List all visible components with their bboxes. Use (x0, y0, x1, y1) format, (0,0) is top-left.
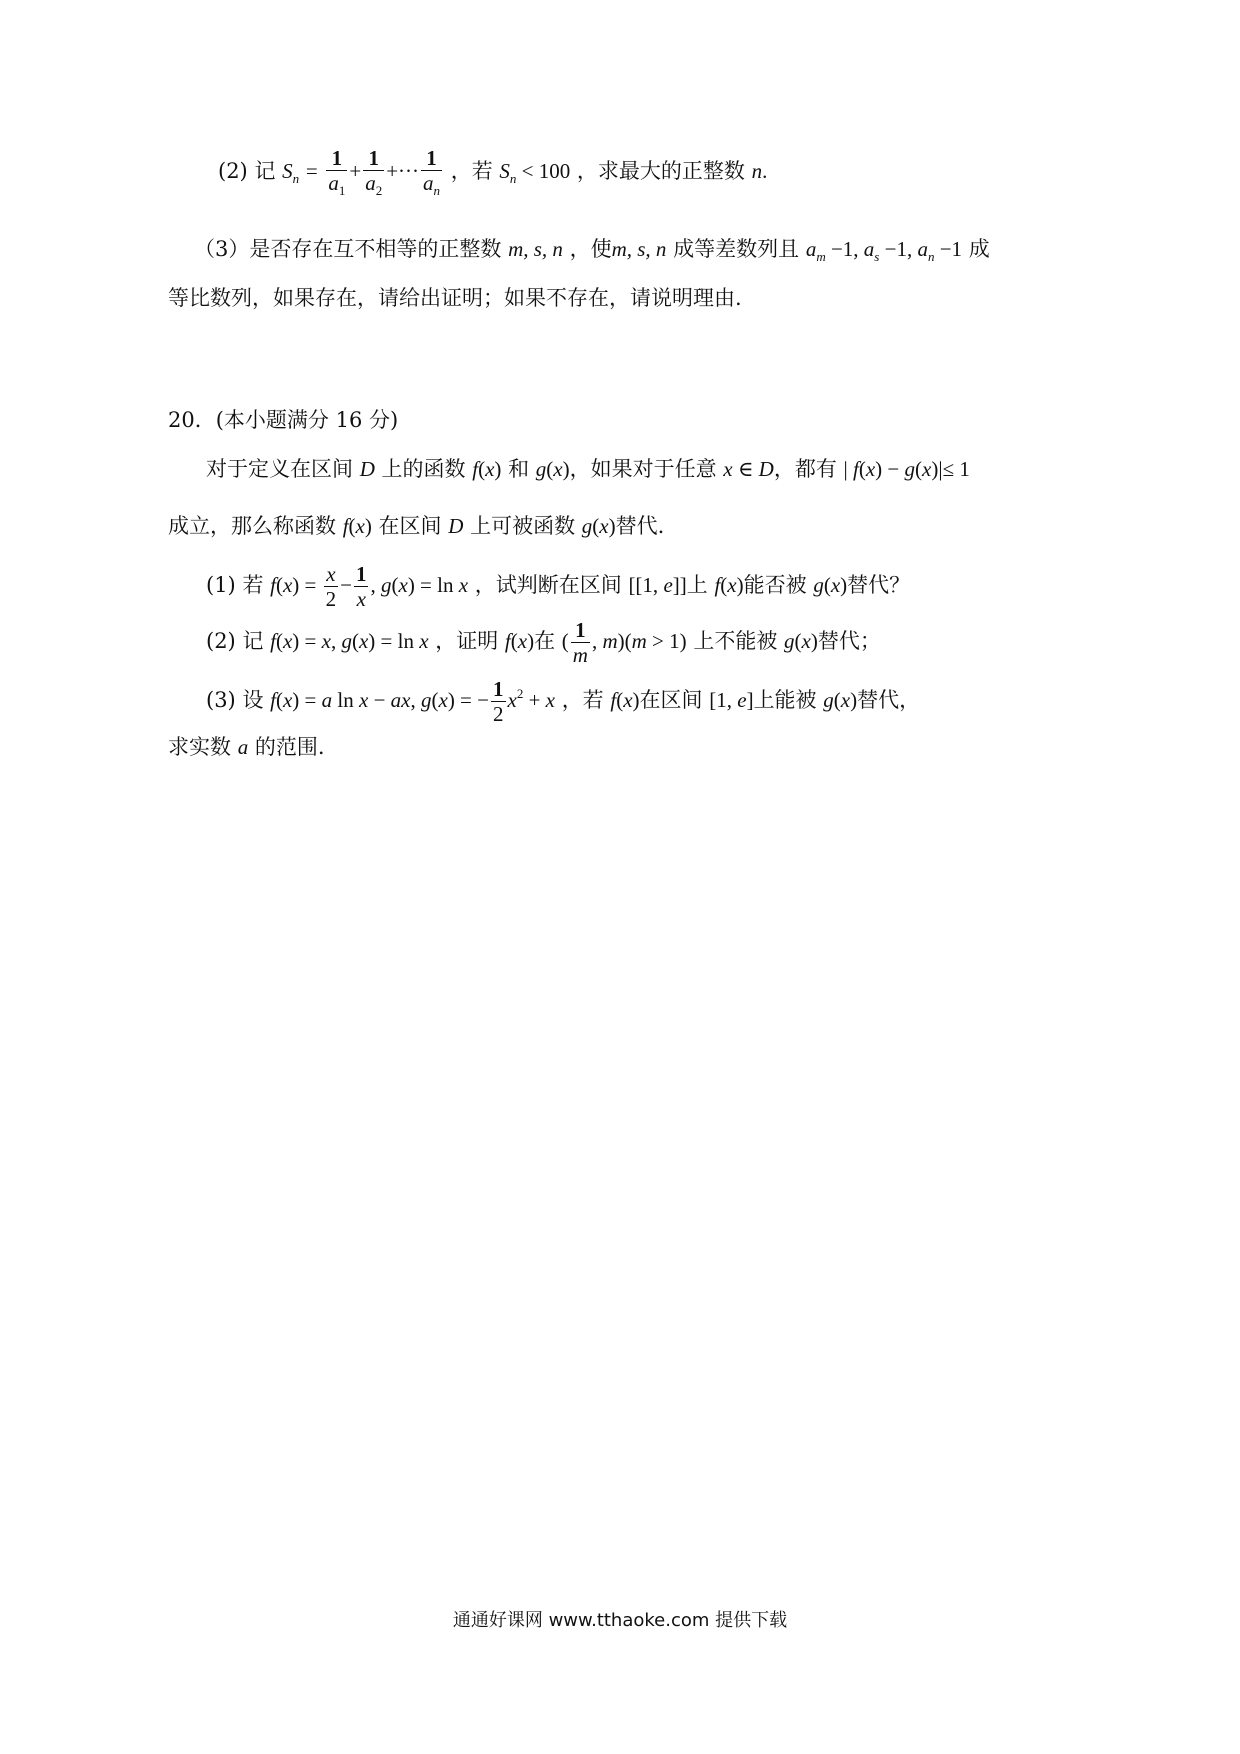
frac-x-2: $\frac{x}{2}$ (325, 562, 337, 612)
frac-1-an: $\frac{1}{a_n}$ (423, 146, 441, 199)
q19-part3: （3）是否存在互不相等的正整数 m, s, n ，使m, s, n 成等差数列且 $a_m -1$, $a_s -1$, $a_n -1$ 成 (194, 237, 990, 264)
q20-sub1: (1) 若 f(x) = $\frac{x}{2}$ − $\frac{1}{x}$ , g(x) = ln x ，试判断在区间 [[1, e]]上 f(x)能否被 g(x)替代？ (206, 562, 911, 612)
frac-1-a2: $\frac{1}{a_2}$ (365, 146, 383, 199)
footer-credit: 通通好课网 www.tthaoke.com 提供下载 (452, 1610, 788, 1631)
q20-heading: 20．(本小题满分 16 分) (168, 408, 399, 432)
q20-sub3: (3) 设 f(x) = a ln x − ax, g(x) = − $\frac{1}{2}$ $x^2 + x$ ，若 f(x)在区间 [1, e]上能被 g(x)替代， (206, 677, 921, 727)
q19-part3-cont: 等比数列，如果存在，请给出证明；如果不存在，请说明理由. (168, 286, 742, 310)
frac-1-a1: $\frac{1}{a_1}$ (328, 146, 346, 199)
q20-sub2: (2) 记 f(x) = x, g(x) = ln x ，证明 f(x)在 ( $\frac{1}{m}$ , m)(m > 1) 上不能被 g(x)替代； (206, 618, 881, 668)
frac-1-2: $\frac{1}{2}$ (493, 677, 504, 727)
q20-intro-line2: 成立，那么称函数 f(x) 在区间 D 上可被函数 g(x)替代. (168, 514, 665, 538)
q19-part2-label: (2) (218, 159, 248, 184)
q20-sub3-cont: 求实数 a 的范围. (168, 735, 325, 759)
q19-part2: (2) 记 $S_n$ = $\frac{1}{a_1}$ + $\frac{1}{a_2}$ +··· $\frac{1}{a_n}$ ，若 $S_n < 100$ ，求最大的正整数 n. (218, 146, 768, 199)
q19-part3-label: （3） (194, 237, 250, 261)
frac-1-m: $\frac{1}{m}$ (572, 618, 588, 668)
q20-intro-line1: 对于定义在区间 D 上的函数 f(x) 和 g(x)，如果对于任意 x ∈ D，都有 | f(x) − g(x)|≤ 1 (206, 457, 970, 481)
frac-1-x: $\frac{1}{x}$ (355, 562, 367, 612)
math-sn: $S_n$ (282, 159, 300, 187)
